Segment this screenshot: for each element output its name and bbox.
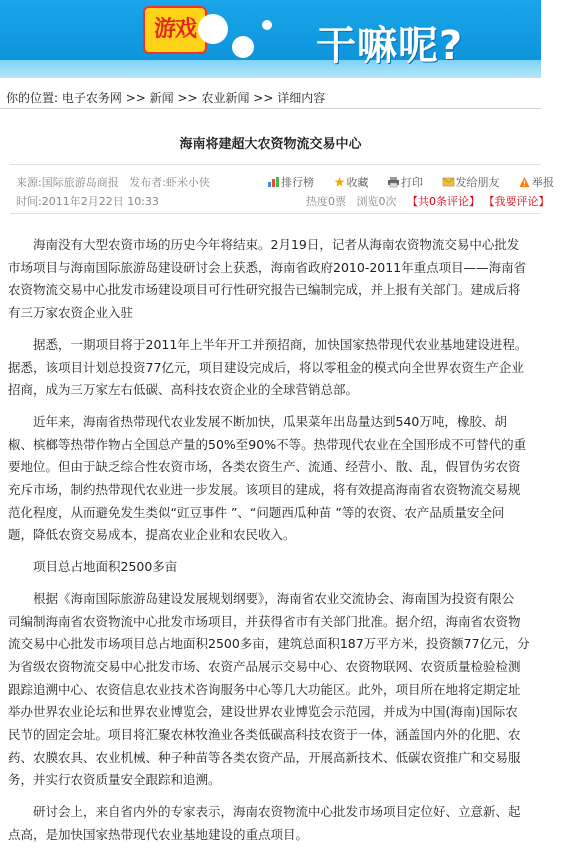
- bubble-decoration: [232, 36, 254, 58]
- breadcrumb: [6, 89, 325, 106]
- breadcrumb-link-home[interactable]: 电子农务网: [61, 91, 122, 105]
- bubble-decoration: [262, 20, 272, 30]
- breadcrumb-link-agri-news[interactable]: 农业新闻: [201, 91, 250, 105]
- meta-row-time: [16, 193, 159, 209]
- printer-icon: [388, 177, 399, 187]
- view-count: 浏览0次: [356, 195, 397, 208]
- time-label: 时间:2011年2月22日 10:33: [16, 195, 159, 208]
- article-paragraph: 据悉，一期项目将于2011年上半年开工并预招商，加快国家热带现代农业基地建设进程。 据悉，该项目计划总投资77亿元，项目建设完成后，将以零租金的模式向全世界农资生产企业 招商，成为三万家左右低碳、高科技农资企业的全球营销总部。: [8, 336, 528, 398]
- rank-button[interactable]: [268, 176, 322, 189]
- share-label: 发给朋友: [455, 176, 500, 189]
- article-paragraph: 根据《海南国际旅游岛建设发展规划纲要》，海南省农业交流协会、海南国为投资有限公 司编制海南省农资物流中心批发市场项目，并获得省市有关部门批准。据介绍，海南省农资物 流交易中心批发市场项目总占地面积2500多亩，建筑总面积187万平方米，投资额77亿元，分 为省级农资物流交易中心批发市场、农资产品展示交易中心、农资物联网、农资质量检验检测 跟踪追溯中心、农资信息农业技术咨询服务中心等几大功能区。此外，项目所在地将定期定址 举办世界农业论坛和世界农业博览会，建设世界农业博览会示范园，并成为中国(海南)国际农 民节的固定会址。项目将汇聚农林牧渔业各类低碳高科技农资于一体，涵盖国内外的化肥、农 药、农膜农具、农业机械、种子种苗等各类农资产品，开展高新技术、低碳农资推广和交易服 务，并实行农资质量安全跟踪和追溯。: [8, 590, 530, 788]
- favorite-label: 收藏: [346, 176, 369, 189]
- logo-text: 游戏: [153, 17, 196, 42]
- breadcrumb-divider: [0, 108, 541, 109]
- warning-icon: [519, 177, 530, 187]
- share-button[interactable]: [443, 176, 508, 189]
- rank-label: 排行榜: [281, 176, 314, 189]
- breadcrumb-separator: >>: [125, 91, 146, 105]
- article-paragraph: 海南没有大型农资市场的历史今年将结束。2月19日，记者从海南农资物流交易中心批发 市场项目与海南国际旅游岛建设研讨会上获悉，海南省政府2010-2011年重点项目——海南省 农资物流交易中心批发市场建设项目可行性研究报告已编制完成，并上报有关部门。建成后将 有三万家农资企业入驻: [8, 237, 527, 321]
- article-body: [8, 234, 538, 856]
- comment-count-link[interactable]: 【共0条评论】: [407, 195, 480, 208]
- site-banner: [0, 0, 541, 78]
- breadcrumb-prefix: 你的位置:: [6, 91, 59, 105]
- write-comment-link[interactable]: 【我要评论】: [483, 195, 550, 208]
- bubble-decoration: [198, 14, 228, 44]
- article-subheading: 项目总占地面积2500多亩: [33, 559, 178, 575]
- breadcrumb-separator: >>: [177, 91, 198, 105]
- source-label: 来源:国际旅游岛商报: [16, 176, 119, 189]
- article-title: 海南将建超大农资物流交易中心: [179, 137, 362, 152]
- heat-count: 热度0票: [306, 195, 346, 208]
- report-button[interactable]: [519, 176, 562, 189]
- publisher-label: 发布者:虾米小侠: [129, 176, 210, 189]
- envelope-icon: [443, 177, 454, 187]
- article-paragraph: 研讨会上，来自省内外的专家表示，海南农资物流中心批发市场项目定位好、立意新、起 点高，是加快国家热带现代农业基地建设的重点项目。: [8, 804, 521, 842]
- report-label: 举报: [532, 176, 554, 189]
- star-icon: [334, 177, 345, 187]
- print-button[interactable]: [388, 176, 431, 189]
- article-stats: [306, 193, 550, 209]
- breadcrumb-link-news[interactable]: 新闻: [149, 91, 174, 105]
- banner-slogan: 干嘛呢?: [316, 23, 464, 69]
- breadcrumb-separator: >>: [253, 91, 274, 105]
- favorite-button[interactable]: [334, 176, 377, 189]
- article-paragraph: 近年来，海南省热带现代农业发展不断加快，瓜果菜年出岛量达到540万吨，橡胶、胡 椒、槟榔等热带作物占全国总产量的50%至90%不等。热带现代农业在全国形成不可替代的重 要地位。但由于缺乏综合性农资市场，各类农资生产、流通、经营小、散、乱，假冒伪劣农资 充斥市场，制约热带现代农业进一步发展。该项目的建成，将有效提高海南省农资物流交易规 范化程度，从而避免发生类似“豇豆事件 ”、“问题西瓜种苗 ”等的农资、农产品质量安全问 题，降低农资交易成本，提高农业企业和农民收入。: [8, 413, 527, 543]
- article-tools: [268, 174, 570, 190]
- bar-chart-icon: [268, 177, 279, 187]
- print-label: 打印: [401, 176, 423, 189]
- meta-row-source: [16, 174, 210, 190]
- article-meta: [10, 164, 554, 214]
- breadcrumb-current: 详细内容: [277, 91, 326, 105]
